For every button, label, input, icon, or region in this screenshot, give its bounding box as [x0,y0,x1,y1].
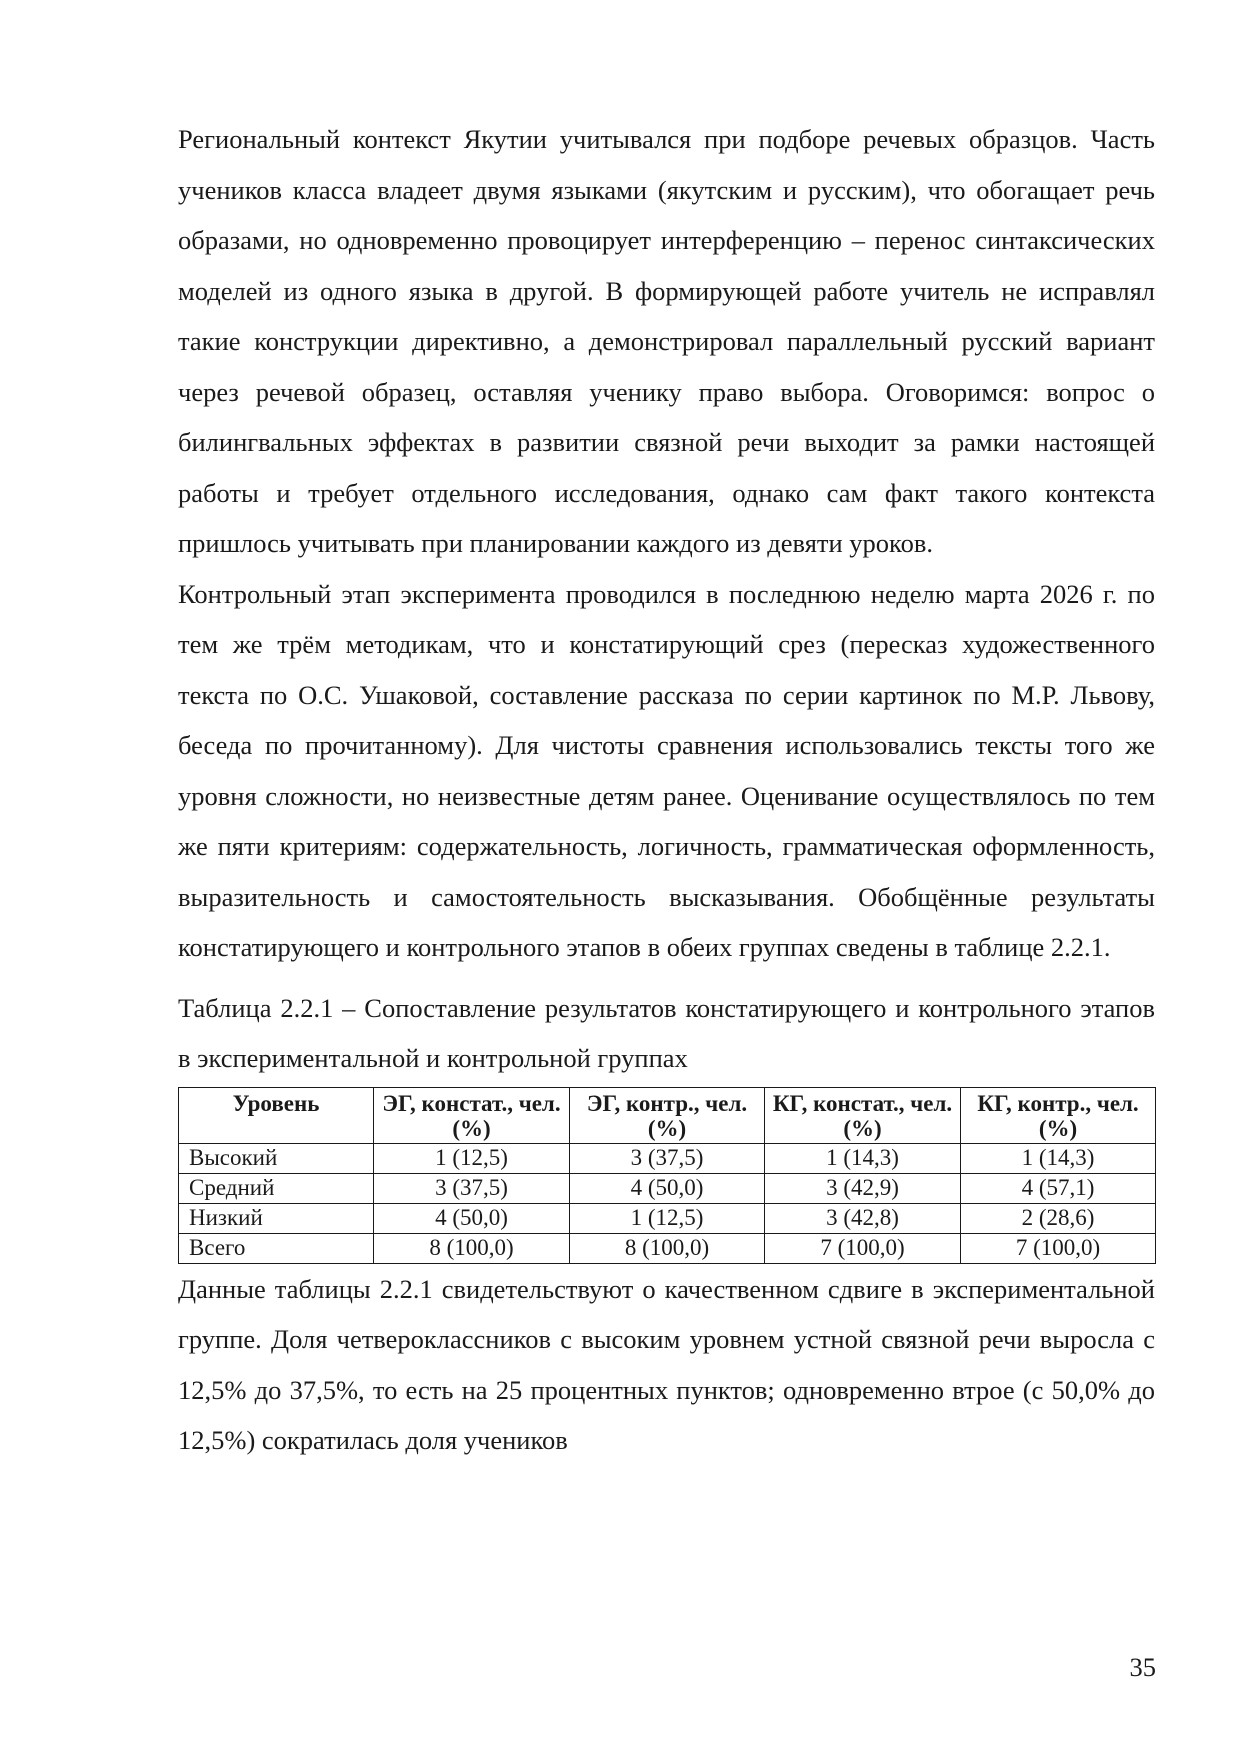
header-level: Уровень [179,1087,374,1143]
cell-level: Средний [179,1173,374,1203]
cell-eg-const: 4 (50,0) [374,1203,570,1233]
table-row [179,1173,1156,1203]
cell-eg-contr: 3 (37,5) [570,1143,765,1173]
document-page [178,114,1155,1466]
header-kg-const: КГ, констат., чел. (%) [765,1087,961,1143]
cell-level: Низкий [179,1203,374,1233]
cell-kg-contr: 2 (28,6) [961,1203,1156,1233]
results-table [178,1087,1156,1264]
cell-kg-contr: 1 (14,3) [961,1143,1156,1173]
cell-kg-const: 1 (14,3) [765,1143,961,1173]
cell-eg-contr: 1 (12,5) [570,1203,765,1233]
cell-eg-contr: 8 (100,0) [570,1233,765,1263]
cell-kg-const: 7 (100,0) [765,1233,961,1263]
cell-eg-const: 1 (12,5) [374,1143,570,1173]
cell-kg-contr: 7 (100,0) [961,1233,1156,1263]
cell-eg-const: 3 (37,5) [374,1173,570,1203]
cell-kg-const: 3 (42,9) [765,1173,961,1203]
header-eg-const: ЭГ, констат., чел. (%) [374,1087,570,1143]
page-number: 35 [1129,1652,1156,1682]
cell-eg-const: 8 (100,0) [374,1233,570,1263]
paragraph-control-stage: Контрольный этап эксперимента проводился в последнюю неделю марта 2026 г. по тем же трём методикам, что и констатирующий срез (пересказ художественного текста по О.С. Ушаковой, составление рассказа по серии картинок по М.Р. Львову, беседа по прочитанному). Для чистоты сравнения использовались тексты того же уровня сложности, но неизвестные детям ранее. Оценивание осуществлялось по тем же пяти критериям: содержательность, логичность, грамматическая оформленность, выразительность и самостоятельность высказывания. Обобщённые результаты констатирующего и контрольного этапов в обеих группах сведены в таблице 2.2.1. [178,578,1155,962]
cell-level: Всего [179,1233,374,1263]
cell-kg-const: 3 (42,8) [765,1203,961,1233]
table-row [179,1143,1156,1173]
table-row [179,1203,1156,1233]
paragraph-table-analysis: Данные таблицы 2.2.1 свидетельствуют о качественном сдвиге в экспериментальной группе. Доля четвероклассников с высоким уровнем устной связной речи выросла с 12,5% до 37,5%, то есть на 25 процентных пунктов; одновременно втрое (с 50,0% до 12,5%) сократилась доля учеников [178,1273,1155,1455]
header-eg-contr: ЭГ, контр., чел. (%) [570,1087,765,1143]
header-kg-contr: КГ, контр., чел. (%) [961,1087,1156,1143]
cell-eg-contr: 4 (50,0) [570,1173,765,1203]
table-caption: Таблица 2.2.1 – Сопоставление результатов констатирующего и контрольного этапов в экспериментальной и контрольной группах [178,992,1155,1073]
table-header-row [179,1087,1156,1143]
cell-level: Высокий [179,1143,374,1173]
table-row [179,1233,1156,1263]
paragraph-regional-context: Региональный контекст Якутии учитывался при подборе речевых образцов. Часть учеников класса владеет двумя языками (якутским и русским), что обогащает речь образами, но одновременно провоцирует интерференцию – перенос синтаксических моделей из одного языка в другой. В формирующей работе учитель не исправлял такие конструкции директивно, а демонстрировал параллельный русский вариант через речевой образец, оставляя ученику право выбора. Оговоримся: вопрос о билингвальных эффектах в развитии связной речи выходит за рамки настоящей работы и требует отдельного исследования, однако сам факт такого контекста пришлось учитывать при планировании каждого из девяти уроков. [178,124,1155,558]
cell-kg-contr: 4 (57,1) [961,1173,1156,1203]
